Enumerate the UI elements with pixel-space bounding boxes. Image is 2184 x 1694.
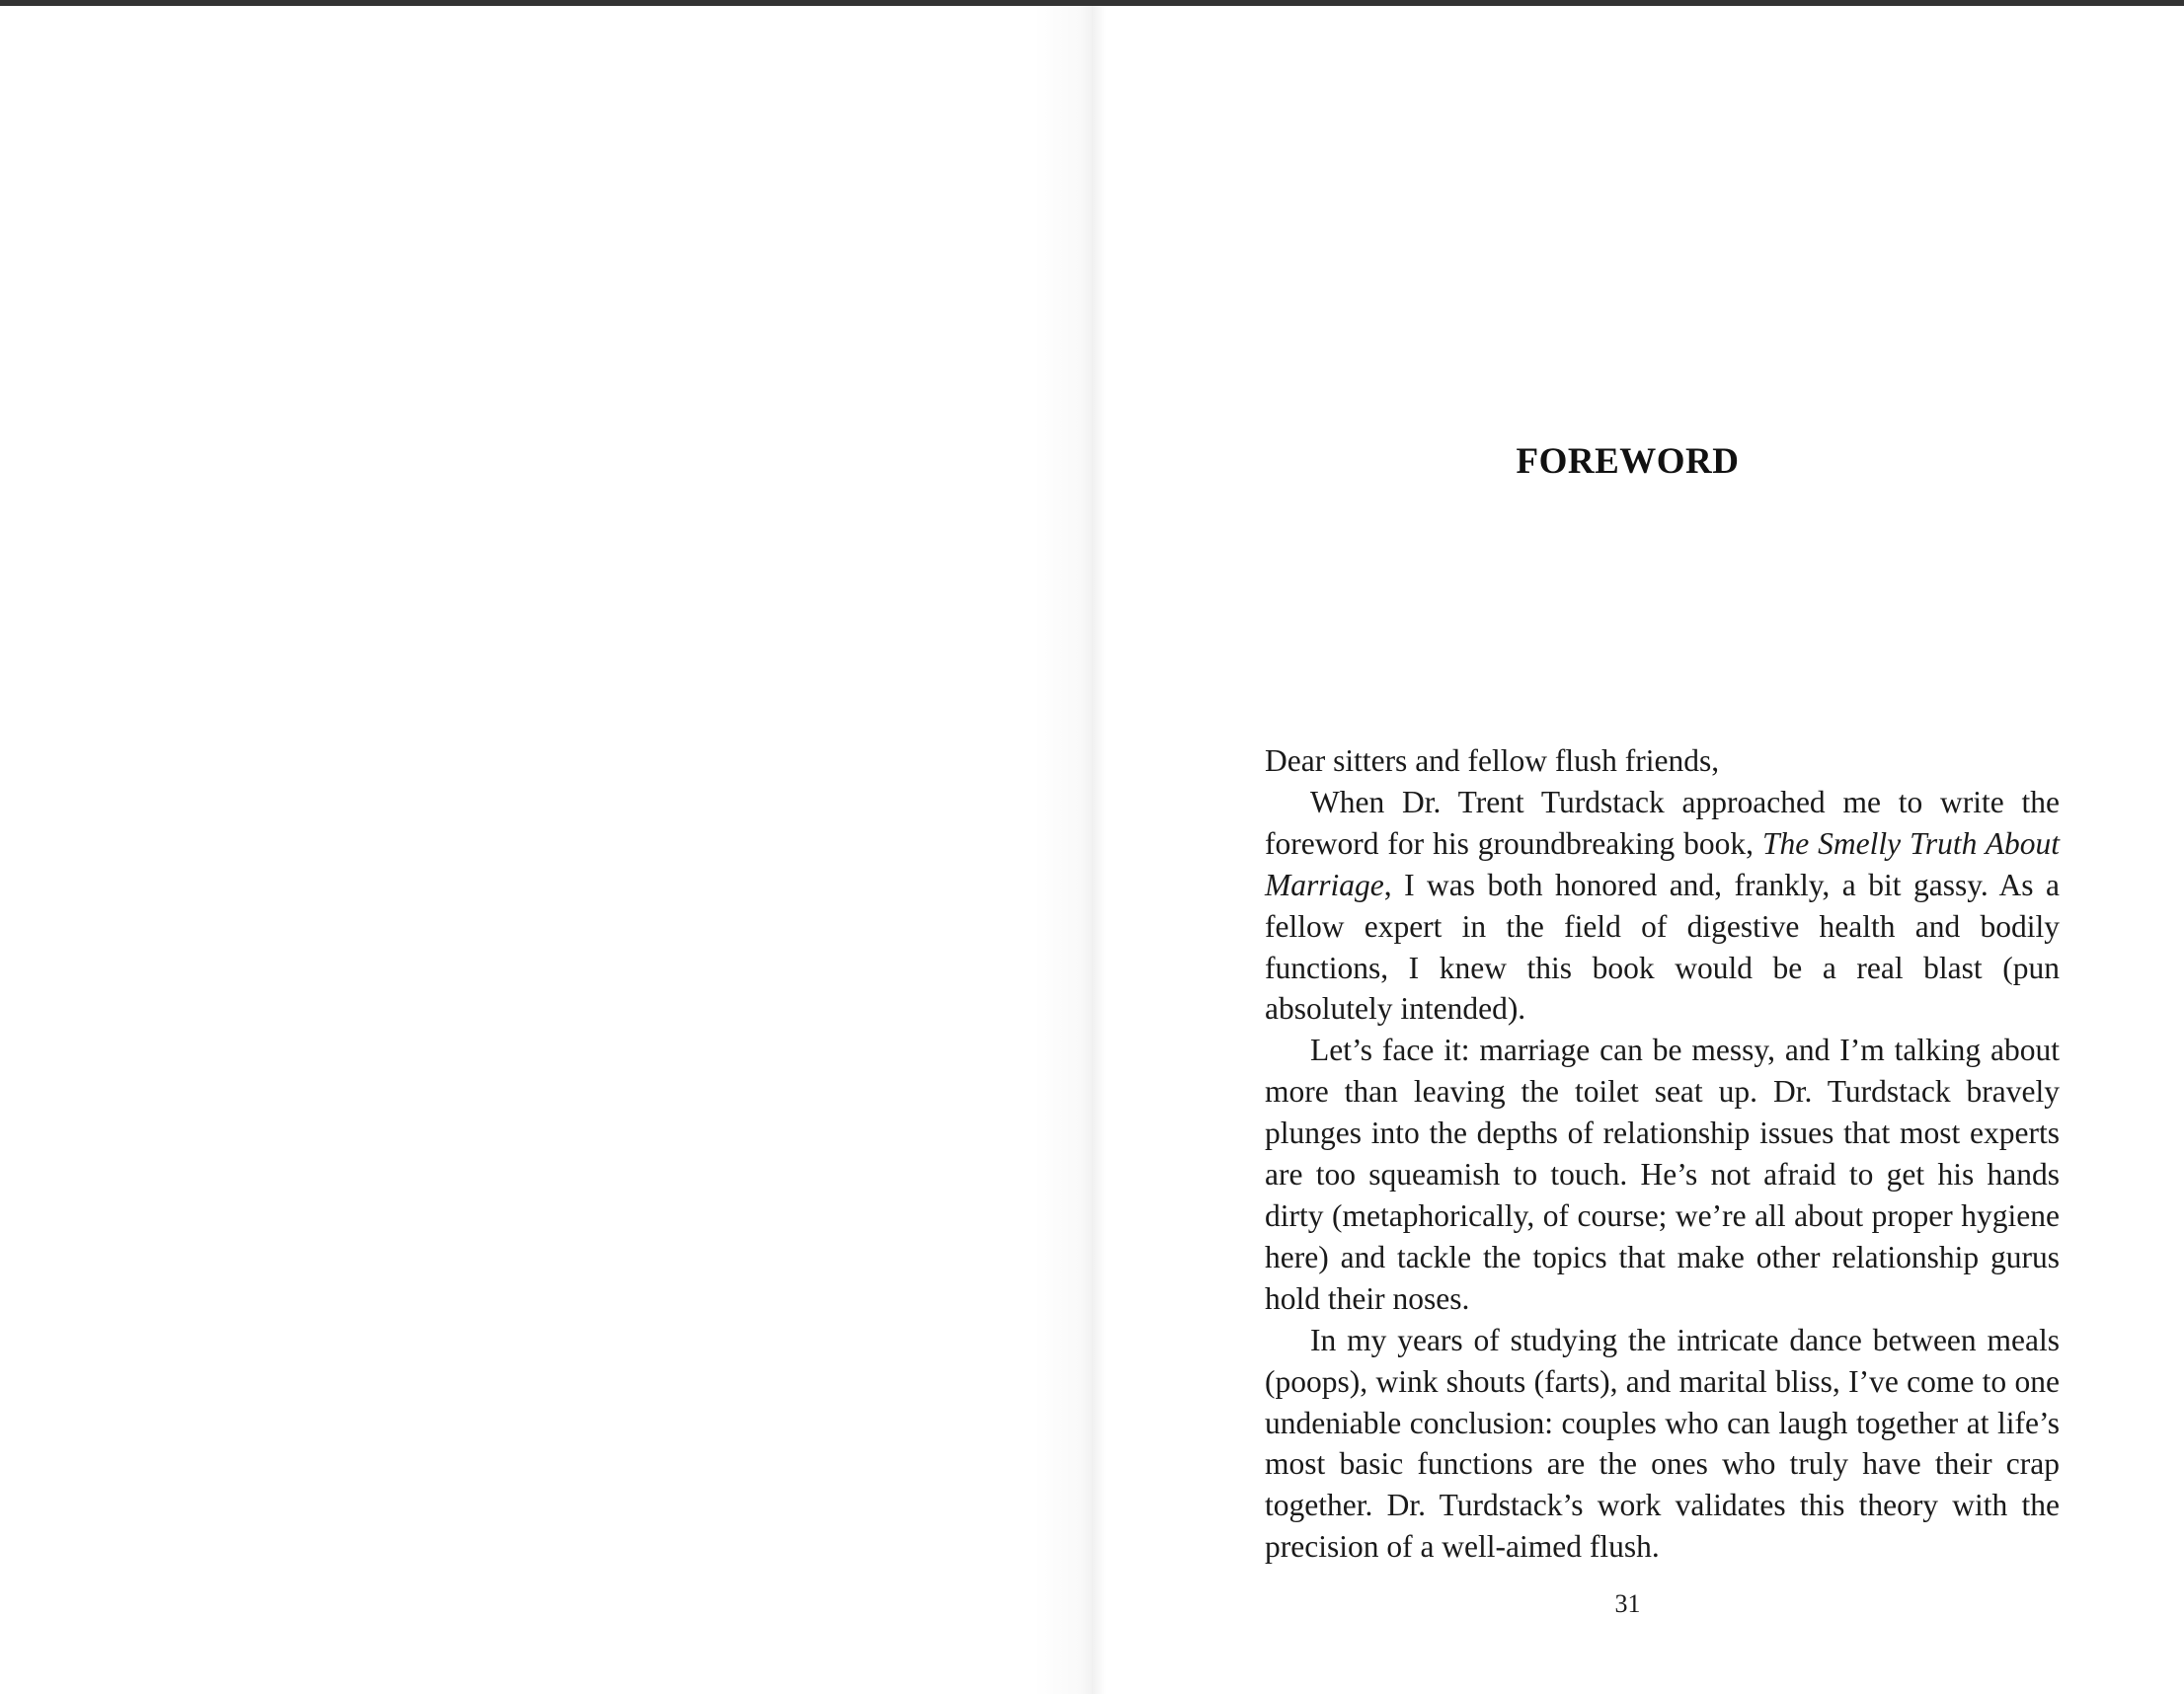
page-number: 31 [1614,1589,1641,1618]
right-page-gutter-shadow [1092,6,1106,1694]
salutation: Dear sitters and fellow flush friends, [1265,743,1720,778]
chapter-title: FOREWORD [1516,441,1740,482]
foreword-body [1265,740,2060,1568]
book-title-italic: The Smelly Truth About Marriage [1265,825,2060,902]
paragraph-2: Let’s face it: marriage can be messy, and I’m talking about more than leaving the toilet seat up. Dr. Turdstack bravely plunges into the depths of relationship issues that most experts are too squeamish to touch. He’s not afraid to get his hands dirty (metaphorically, of course; we’re all about proper hygiene here) and tackle the topics that make other relationship gurus hold their noses. [1265,1033,2060,1316]
paragraph-1-text-start: When Dr. Trent Turdstack approached me to write the foreword for his groundbreaking book, [1265,784,2060,861]
left-page-blank[interactable] [0,6,1092,1694]
paragraph-1-text-end: , I was both honored and, frankly, a bit gassy. As a fellow expert in the field of digestive health and bodily functions, I knew this book would be a real blast (pun absolutely intended). [1265,867,2060,1027]
left-page-gutter-shadow [1033,6,1092,1694]
paragraph-3: In my years of studying the intricate dance between meals (poops), wink shouts (farts), and marital bliss, I’ve come to one undeniable conclusion: couples who can laugh together at life’s most basic functions are the ones who truly have their crap together. Dr. Turdstack’s work validates this theory with the precision of a well-aimed flush. [1265,1322,2060,1565]
right-page[interactable] [1092,6,2184,1694]
paragraph-1 [1265,782,2060,1030]
book-spread [0,6,2184,1694]
